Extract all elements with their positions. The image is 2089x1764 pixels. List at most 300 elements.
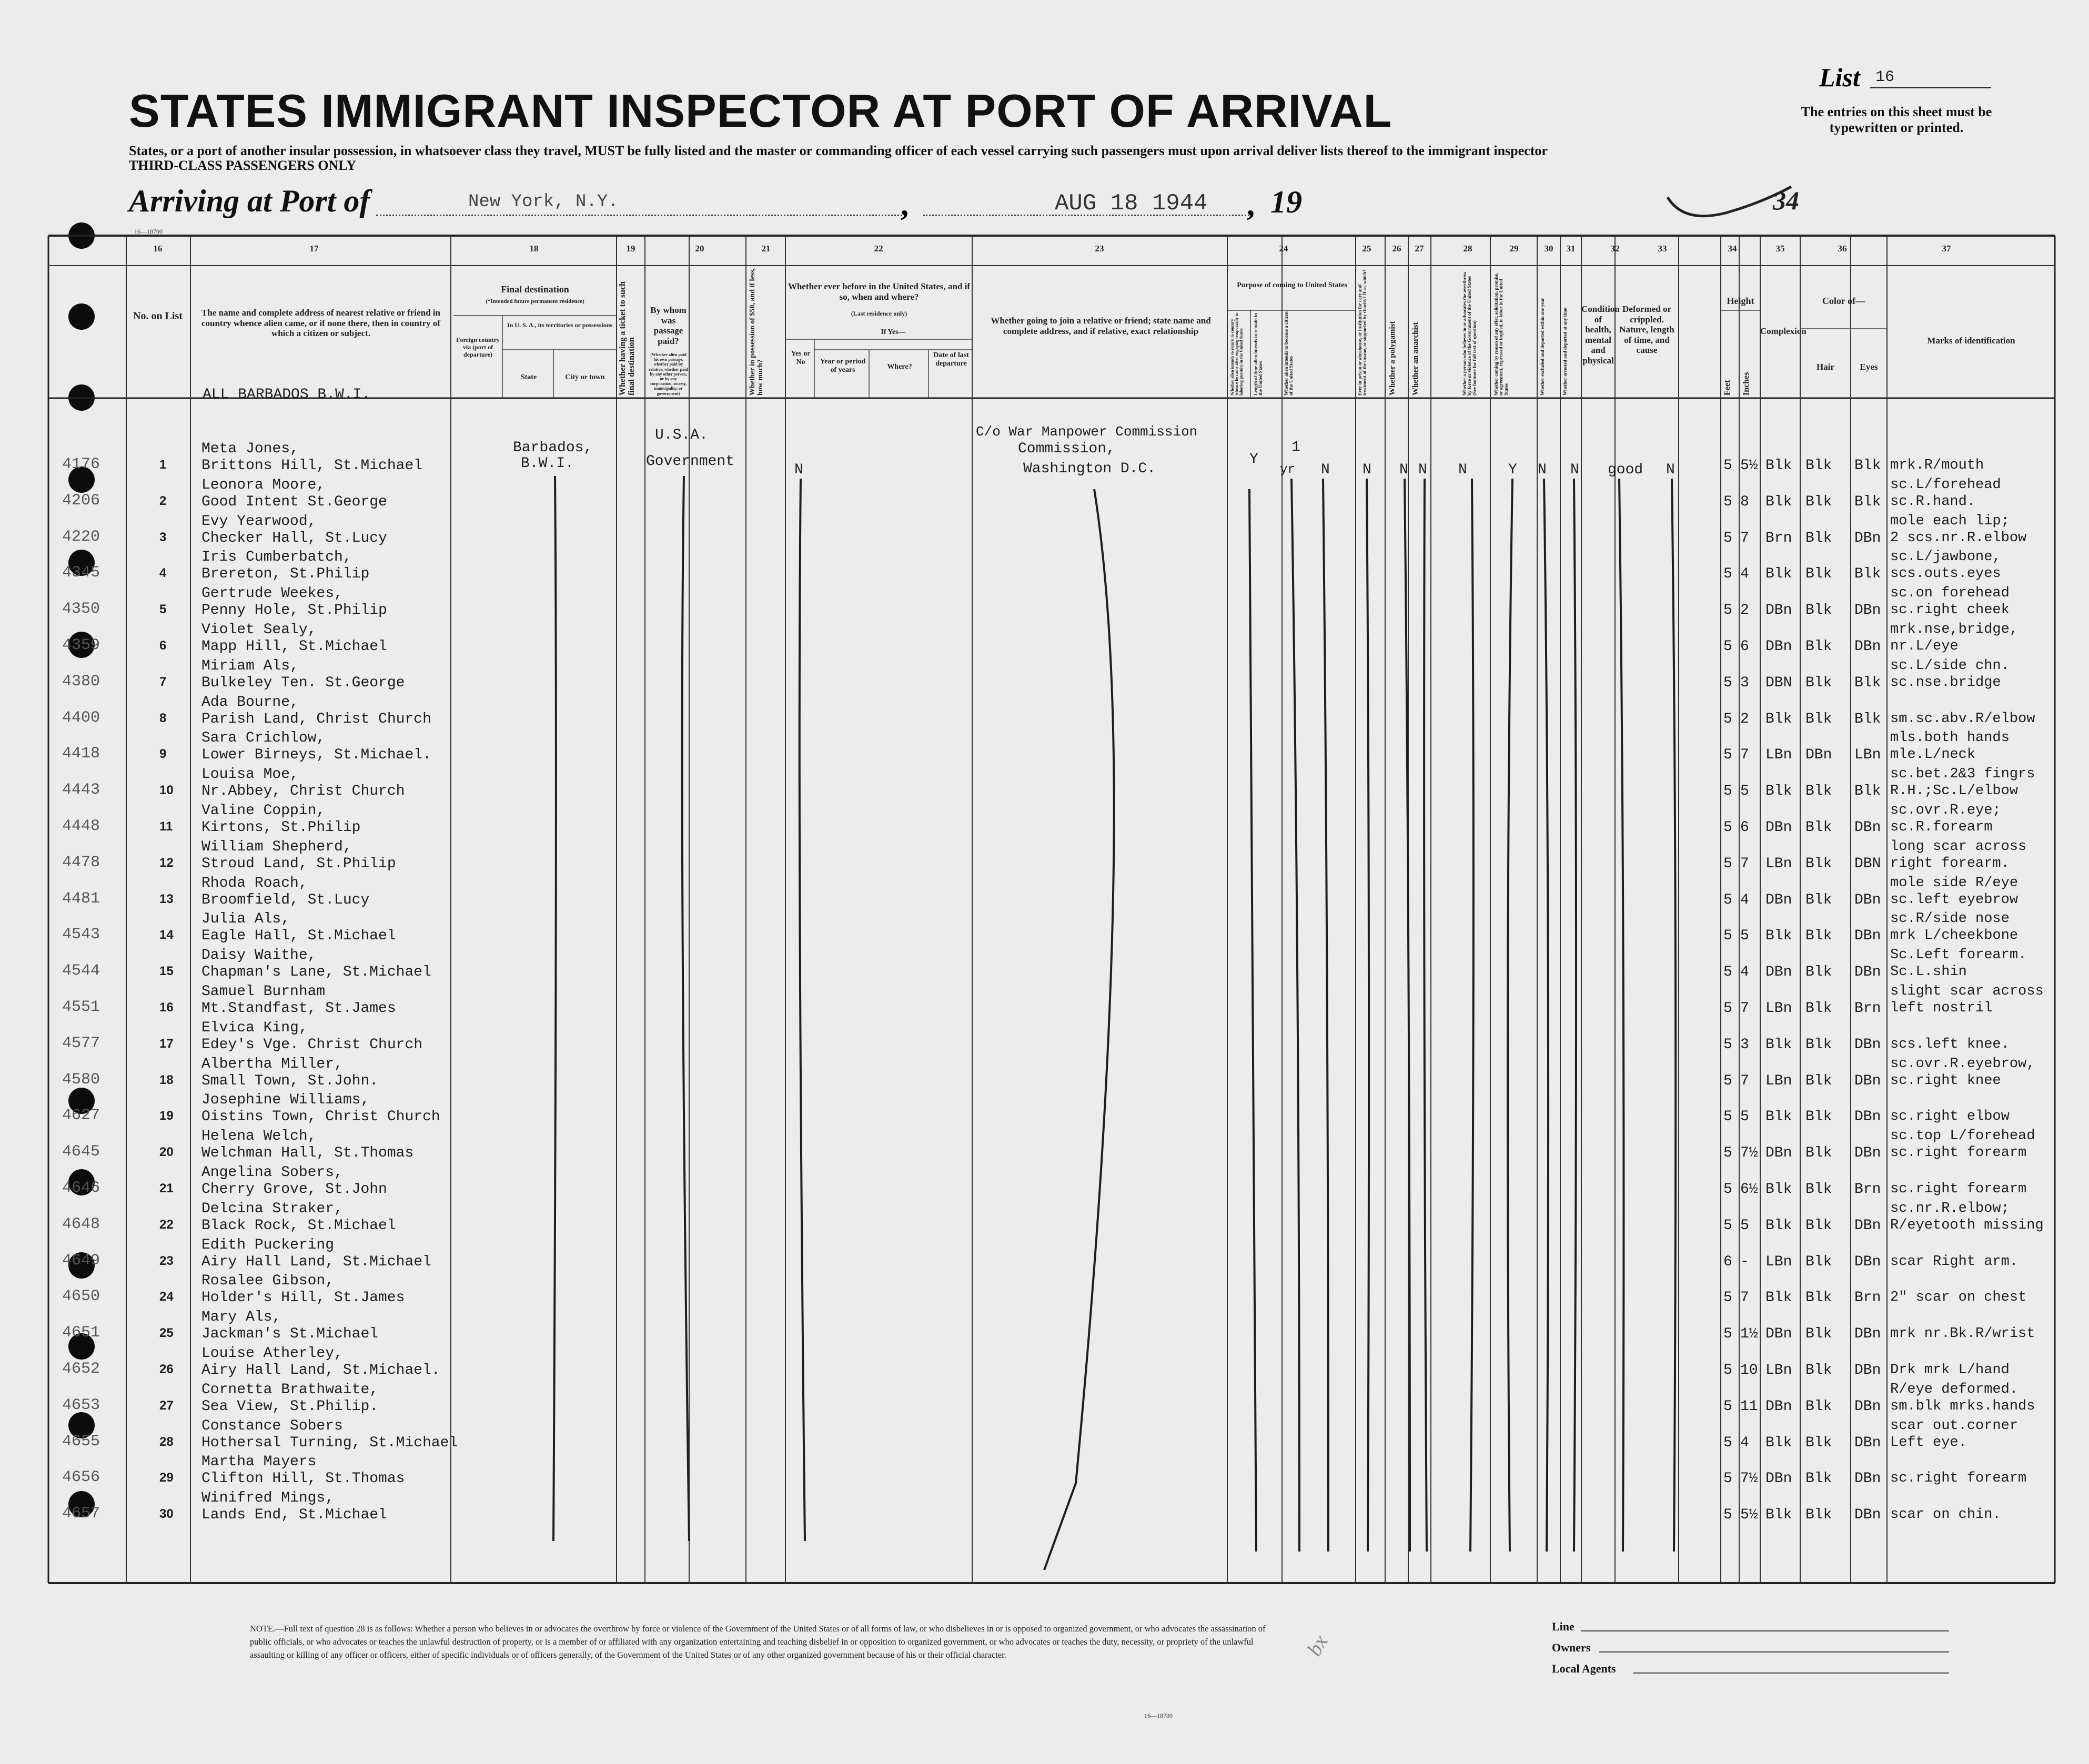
footer-line-label: Line — [1552, 1620, 1575, 1633]
relative-address: Chapman's Lane, St.Michael — [201, 964, 431, 981]
relative-name: Martha Mayers — [201, 1454, 317, 1471]
complexion-value: DBn — [1765, 964, 1792, 981]
complexion-value: DBn — [1765, 638, 1792, 655]
col-number-31: 31 — [1566, 244, 1576, 254]
side-number: 4481 — [62, 889, 100, 908]
row-number: 9 — [159, 747, 167, 762]
mark-line-2: Sc.L.shin — [1890, 964, 1967, 980]
side-number: 4418 — [62, 745, 100, 763]
row-number: 4 — [159, 566, 167, 581]
relative-name: Rhoda Roach, — [201, 875, 308, 891]
header-excluded: Whether excluded and deported within one year — [1540, 298, 1545, 396]
header-overthrow: Whether a person who believes in or advocates the overthrow by force or violence of the Government of the United States (See footnote for full text of question) — [1462, 271, 1477, 396]
header-inches: Inches — [1742, 372, 1751, 396]
eye-color: DBn — [1854, 1434, 1881, 1451]
row-number: 6 — [159, 638, 167, 653]
header-length-of-stay: Length of time alien intends to remain in the United States — [1253, 313, 1264, 396]
mark-line-1: sc.L/side chn. — [1890, 657, 2010, 674]
eye-color: Blk — [1854, 458, 1881, 474]
height-feet: 5 — [1723, 1398, 1732, 1415]
ditto-length — [1291, 479, 1299, 1552]
header-return-country: Whether alien intends to return to country whence he came after engaging temporarily in laboring pursuits in the United States — [1230, 312, 1244, 396]
height-feet: 5 — [1723, 747, 1732, 764]
relative-name: Samuel Burnham — [201, 984, 326, 1000]
form-number-bottom: 16—18700 — [1144, 1712, 1173, 1719]
row-number: 21 — [159, 1181, 174, 1195]
deformed-value: N — [1666, 462, 1675, 478]
paid-by-line-1: U.S.A. — [655, 427, 708, 443]
relative-name: Edith Puckering — [201, 1236, 335, 1253]
height-inches: 2 — [1740, 602, 1749, 619]
height-inches: 7 — [1740, 1000, 1749, 1017]
eye-color: LBn — [1854, 747, 1881, 764]
side-number: 4651 — [62, 1324, 100, 1342]
col-number-23: 23 — [1095, 244, 1104, 254]
header-feet: Feet — [1723, 380, 1732, 396]
height-feet: 5 — [1723, 1326, 1732, 1343]
height-feet: 5 — [1723, 1000, 1732, 1017]
notice-line-2: THIRD-CLASS PASSENGERS ONLY — [129, 158, 357, 173]
footnote: NOTE.—Full text of question 28 is as follows: Whether a person who believes in or advocates the overthrow by force or violence of the Government of the United States or of all forms of law, or who disbelieves in or is opposed to organized government, or who advocates the assassination of public officials, or who advocates or teaches the unlawful destruction of property, or is a member of or affiliated with any organization entertaining and teaching disbelief in or opposition to organized government, or who advocates or teaches the duty, necessity, or propriety of the unlawful assaulting or killing of any officer or officers, either of specific individuals or of officers generally, of the Government of the United States or of any other organized government because of his or their official character. — [250, 1624, 1266, 1660]
relative-name: Julia Als, — [201, 911, 290, 928]
hair-color: DBn — [1805, 747, 1832, 764]
height-inches: 6 — [1740, 819, 1749, 836]
mark-line-2: mle.L/neck — [1890, 747, 1976, 763]
handwritten-year: 34 — [1773, 186, 1799, 215]
ditto-paid-by — [682, 476, 689, 1541]
hair-color: Blk — [1805, 1109, 1832, 1126]
complexion-value: LBn — [1765, 1072, 1792, 1089]
mark-line-2: sc.right forearm — [1890, 1181, 2027, 1197]
mark-line-1: sc.ovr.R.eyebrow, — [1890, 1056, 2035, 1072]
mark-line-2: sc.R.hand. — [1890, 493, 1976, 510]
height-feet: 5 — [1723, 1217, 1732, 1234]
row-number: 16 — [159, 1000, 174, 1015]
footer-owners-field — [1599, 1651, 1949, 1653]
footer-line-field — [1581, 1630, 1949, 1631]
complexion-value: Blk — [1765, 783, 1792, 800]
header-by-whom: By whom was passage paid? — [650, 305, 687, 346]
hair-color: Blk — [1805, 1036, 1832, 1053]
complexion-value: Blk — [1765, 1507, 1792, 1524]
col-number-25: 25 — [1362, 244, 1371, 254]
eye-color: Blk — [1854, 783, 1881, 800]
relative-address: Sea View, St.Philip. — [201, 1398, 379, 1415]
port-name: New York, N.Y. — [468, 192, 619, 212]
height-feet: 5 — [1723, 1471, 1732, 1487]
year-prefix: 19 — [1270, 185, 1302, 219]
hair-color: Blk — [1805, 1181, 1832, 1198]
relative-address: Airy Hall Land, St.Michael. — [201, 1362, 440, 1378]
row-number: 19 — [159, 1109, 174, 1123]
height-inches: 7½ — [1740, 1145, 1758, 1162]
height-feet: 5 — [1723, 1181, 1732, 1198]
complexion-value: DBN — [1765, 674, 1792, 691]
eye-color: DBn — [1854, 530, 1881, 546]
eye-color: DBn — [1854, 1326, 1881, 1343]
side-number: 4657 — [62, 1505, 100, 1523]
header-ever-before: Whether ever before in the United States, and if so, when and where? — [788, 281, 971, 302]
overthrow-value: N — [1458, 462, 1467, 478]
height-inches: 3 — [1740, 674, 1749, 691]
relative-address: Bulkeley Ten. St.George — [201, 674, 405, 691]
height-feet: 5 — [1723, 458, 1732, 474]
ditto-labor-offer — [1508, 479, 1512, 1552]
join-relative-line-2: Commission, — [1018, 441, 1115, 457]
side-number: 4580 — [62, 1070, 100, 1089]
mark-line-1: R/eye deformed. — [1890, 1381, 2019, 1397]
eye-color: DBn — [1854, 891, 1881, 908]
height-feet: 5 — [1723, 783, 1732, 800]
form-title: STATES IMMIGRANT INSPECTOR AT PORT OF ARRIVAL — [129, 85, 1392, 137]
complexion-value: LBn — [1765, 1253, 1792, 1270]
row-number: 22 — [159, 1217, 174, 1232]
col-number-33: 33 — [1658, 244, 1667, 254]
ditto-citizen — [1323, 479, 1328, 1552]
header-prison: Ever in prison or almshouse, or institution for care and treatment of the insane, or supported by charity? If so, which? — [1357, 269, 1368, 396]
relative-name: Gertrude Weekes, — [201, 585, 343, 602]
side-number: 4656 — [62, 1468, 100, 1487]
relative-name: William Shepherd, — [201, 838, 352, 855]
relative-address: Edey's Vge. Christ Church — [201, 1036, 423, 1053]
hair-color: Blk — [1805, 891, 1832, 908]
eye-color: DBn — [1854, 964, 1881, 981]
ditto-deformed — [1672, 479, 1676, 1552]
height-feet: 5 — [1723, 1362, 1732, 1378]
height-inches: 11 — [1740, 1398, 1758, 1415]
complexion-value: LBn — [1765, 1362, 1792, 1378]
relative-address: Brereton, St.Philip — [201, 566, 370, 583]
complexion-value: DBn — [1765, 1145, 1792, 1162]
ever-before-value: N — [794, 462, 803, 478]
relative-name: Daisy Waithe, — [201, 947, 317, 964]
complexion-value: Blk — [1765, 1290, 1792, 1306]
height-inches: 7 — [1740, 747, 1749, 764]
row-number: 20 — [159, 1145, 174, 1160]
eye-color: DBn — [1854, 638, 1881, 655]
side-number: 4649 — [62, 1251, 100, 1270]
row-number: 27 — [159, 1398, 174, 1413]
complexion-value: DBn — [1765, 819, 1792, 836]
side-number: 4443 — [62, 781, 100, 799]
ditto-purpose — [1249, 489, 1256, 1552]
height-feet: 5 — [1723, 1036, 1732, 1053]
relative-name: Helena Welch, — [201, 1128, 317, 1145]
col-number-19: 19 — [626, 244, 635, 254]
height-feet: 5 — [1723, 855, 1732, 872]
relative-address: Checker Hall, St.Lucy — [201, 530, 387, 546]
ditto-ever-before — [800, 479, 805, 1541]
eye-color: DBn — [1854, 1145, 1881, 1162]
complexion-value: Blk — [1765, 928, 1792, 945]
mark-line-2: 2" scar on chest — [1890, 1290, 2027, 1306]
header-foreign-country: Foreign country via (port of departure) — [456, 336, 500, 358]
eye-color: Blk — [1854, 674, 1881, 691]
col-number-36: 36 — [1838, 244, 1847, 254]
hair-color: Blk — [1805, 566, 1832, 583]
hair-color: Blk — [1805, 1145, 1832, 1162]
hair-color: Blk — [1805, 1253, 1832, 1270]
join-relative-line-3: Washington D.C. — [1023, 461, 1156, 477]
height-inches: 4 — [1740, 964, 1749, 981]
relative-address: Parish Land, Christ Church — [201, 711, 431, 727]
ditto-polygamist — [1405, 479, 1410, 1552]
relative-name: Louisa Moe, — [201, 766, 299, 783]
height-inches: 4 — [1740, 1434, 1749, 1451]
side-number: 4220 — [62, 528, 100, 546]
excluded-value: N — [1538, 462, 1547, 478]
mark-line-1: sc.ovr.R.eye; — [1890, 803, 2001, 818]
side-number: 4646 — [62, 1179, 100, 1197]
row-number: 15 — [159, 964, 174, 979]
eye-color: Brn — [1854, 1000, 1881, 1017]
height-inches: 7 — [1740, 1290, 1749, 1306]
hair-color: Blk — [1805, 458, 1832, 474]
header-if-yes: If Yes— — [881, 328, 906, 336]
height-inches: 5 — [1740, 928, 1749, 945]
col-number-29: 29 — [1509, 244, 1519, 254]
mark-line-2: mrk.R/mouth — [1890, 458, 1984, 473]
height-inches: - — [1740, 1253, 1749, 1270]
mark-line-2: sc.left eyebrow — [1890, 891, 2019, 908]
header-where: Where? — [887, 363, 912, 371]
comma-2: , — [1247, 187, 1255, 222]
row-number: 3 — [159, 530, 167, 544]
height-feet: 5 — [1723, 1109, 1732, 1126]
col-number-34: 34 — [1728, 244, 1737, 254]
relative-name: Leonora Moore, — [201, 477, 326, 493]
col-number-20: 20 — [695, 244, 704, 254]
mark-line-2: R/eyetooth missing — [1890, 1217, 2044, 1233]
col-number-16: 16 — [153, 244, 163, 254]
polygamist-value: N — [1399, 462, 1408, 478]
height-feet: 5 — [1723, 493, 1732, 510]
hair-color: Blk — [1805, 711, 1832, 727]
mark-line-2: sc.R.forearm — [1890, 819, 1993, 835]
row-number: 14 — [159, 928, 174, 942]
row-number: 29 — [159, 1471, 174, 1485]
side-number: 4653 — [62, 1396, 100, 1414]
hair-color: Blk — [1805, 964, 1832, 981]
height-inches: 7 — [1740, 1072, 1749, 1089]
header-final-destination: Final destination — [501, 284, 569, 295]
relative-address: Welchman Hall, St.Thomas — [201, 1145, 414, 1162]
col-number-28: 28 — [1463, 244, 1472, 254]
labor-offer-value: Y — [1508, 462, 1517, 478]
mark-line-2: scs.left knee. — [1890, 1036, 2010, 1052]
complexion-value: DBn — [1765, 1326, 1792, 1343]
eye-color: DBn — [1854, 928, 1881, 945]
ditto-deported — [1574, 479, 1576, 1552]
header-complexion: Complexion — [1760, 326, 1807, 336]
col-number-18: 18 — [529, 244, 539, 254]
row-number: 24 — [159, 1290, 174, 1304]
ditto-excluded — [1544, 479, 1548, 1552]
mark-line-2: sc.right forearm — [1890, 1145, 2027, 1161]
prison-value: N — [1363, 462, 1371, 478]
mark-line-1: long scar across — [1890, 838, 2027, 855]
relative-address: Eagle Hall, St.Michael — [201, 928, 396, 945]
height-feet: 5 — [1723, 530, 1732, 546]
footer-agents-label: Local Agents — [1552, 1662, 1616, 1675]
relative-address: Good Intent St.George — [201, 493, 387, 510]
eye-color: Brn — [1854, 1290, 1881, 1306]
complexion-value: DBn — [1765, 1398, 1792, 1415]
height-feet: 5 — [1723, 819, 1732, 836]
row-number: 1 — [159, 458, 167, 472]
hair-color: Blk — [1805, 1507, 1832, 1524]
hair-color: Blk — [1805, 1290, 1832, 1306]
height-feet: 5 — [1723, 674, 1732, 691]
header-eyes: Eyes — [1860, 362, 1878, 372]
footer-owners-label: Owners — [1552, 1641, 1591, 1654]
row-number: 26 — [159, 1362, 174, 1376]
mark-line-2: sc.right forearm — [1890, 1471, 2027, 1487]
height-feet: 5 — [1723, 711, 1732, 727]
height-inches: 5 — [1740, 1109, 1749, 1126]
height-feet: 5 — [1723, 1290, 1732, 1306]
side-number: 4551 — [62, 998, 100, 1016]
mark-line-1: sc.R/side nose — [1890, 911, 2010, 927]
length-value-1: 1 — [1291, 439, 1300, 455]
hair-color: Blk — [1805, 530, 1832, 546]
mark-line-2: mrk L/cheekbone — [1890, 928, 2019, 944]
height-inches: 6 — [1740, 638, 1749, 655]
row-number: 28 — [159, 1434, 174, 1449]
eye-color: DBn — [1854, 1217, 1881, 1234]
relative-address: Stroud Land, St.Philip — [201, 855, 396, 872]
mark-line-2: sc.nse.bridge — [1890, 674, 2001, 691]
side-number: 4645 — [62, 1143, 100, 1161]
side-number: 4206 — [62, 491, 100, 510]
destination-state: Barbados, — [513, 440, 593, 456]
citizen-value: N — [1321, 462, 1330, 478]
mark-line-2: sm.blk mrks.hands — [1890, 1398, 2035, 1414]
row-number: 23 — [159, 1253, 174, 1268]
hair-color: Blk — [1805, 493, 1832, 510]
header-no-on-list: No. on List — [133, 310, 183, 322]
height-feet: 5 — [1723, 566, 1732, 583]
footer-agents-field — [1633, 1672, 1949, 1674]
complexion-value: Blk — [1765, 458, 1792, 474]
mark-line-2: sc.right knee — [1890, 1072, 2001, 1089]
ditto-prison — [1367, 479, 1369, 1552]
eye-color: DBn — [1854, 1471, 1881, 1487]
height-inches: 4 — [1740, 566, 1749, 583]
side-number: 4627 — [62, 1107, 100, 1125]
height-feet: 5 — [1723, 1072, 1732, 1089]
relative-name: Rosalee Gibson, — [201, 1273, 335, 1290]
header-possession: Whether in possession of $50, and if less, how much? — [749, 268, 764, 396]
complexion-value: LBn — [1765, 747, 1792, 764]
height-inches: 5 — [1740, 1217, 1749, 1234]
arriving-label: Arriving at Port of — [129, 184, 370, 218]
side-number: 4448 — [62, 817, 100, 835]
height-feet: 5 — [1723, 928, 1732, 945]
relative-name: Meta Jones, — [201, 441, 299, 457]
complexion-value: Blk — [1765, 1181, 1792, 1198]
row-number: 10 — [159, 783, 174, 798]
hair-color: Blk — [1805, 1217, 1832, 1234]
hair-color: Blk — [1805, 1362, 1832, 1378]
eye-color: Blk — [1854, 711, 1881, 727]
complexion-value: Blk — [1765, 1036, 1792, 1053]
complexion-value: DBn — [1765, 602, 1792, 619]
relative-name: Delcina Straker, — [201, 1200, 343, 1217]
mark-line-1: sc.L/forehead — [1890, 477, 2001, 493]
height-inches: 10 — [1740, 1362, 1758, 1378]
relative-address: Hothersal Turning, St.Michael — [201, 1434, 458, 1451]
relative-address: Airy Hall Land, St.Michael — [201, 1253, 431, 1270]
col-number-30: 30 — [1544, 244, 1553, 254]
relative-name: Miriam Als, — [201, 657, 299, 674]
relative-address: Oistins Town, Christ Church — [201, 1109, 440, 1126]
side-number: 4176 — [62, 455, 100, 473]
eye-color: DBn — [1854, 602, 1881, 619]
complexion-value: LBn — [1765, 855, 1792, 872]
mark-line-1: Sc.Left forearm. — [1890, 947, 2027, 964]
col-number-32: 32 — [1610, 244, 1620, 254]
header-intends-citizen: Whether alien intends to become a citizen of the United States — [1284, 311, 1294, 396]
health-value: good — [1608, 462, 1643, 478]
side-number: 4543 — [62, 926, 100, 944]
relative-name: Elvica King, — [201, 1019, 308, 1036]
header-by-whom-note: (Whether alien paid his own passage, whether paid by relative, whether paid by any other person, or by any corporation, society, municipality, or government) — [649, 352, 688, 396]
side-number: 4652 — [62, 1360, 100, 1378]
header-state: State — [520, 373, 537, 381]
join-relative-line-1: C/o War Manpower Commission — [976, 424, 1198, 440]
height-feet: 5 — [1723, 1434, 1732, 1451]
pencil-note: bx — [1301, 1630, 1333, 1660]
complexion-value: DBn — [1765, 1471, 1792, 1487]
header-city: City or town — [565, 373, 605, 381]
height-inches: 4 — [1740, 891, 1749, 908]
row-number: 7 — [159, 674, 167, 689]
complexion-value: LBn — [1765, 1000, 1792, 1017]
col-number-27: 27 — [1415, 244, 1424, 254]
row-number: 18 — [159, 1072, 174, 1087]
height-feet: 6 — [1723, 1253, 1732, 1270]
height-inches: 5 — [1740, 783, 1749, 800]
mark-line-2: scar Right arm. — [1890, 1253, 2019, 1270]
paid-by-line-2: Government — [646, 453, 735, 470]
header-year-period: Year or period of years — [820, 358, 866, 374]
side-number: 4650 — [62, 1287, 100, 1306]
row-number: 13 — [159, 891, 174, 906]
mark-line-1: sc.top L/forehead — [1890, 1128, 2035, 1144]
hair-color: Blk — [1805, 1471, 1832, 1487]
list-number: 16 — [1875, 68, 1895, 86]
height-feet: 5 — [1723, 602, 1732, 619]
mark-line-1: sc.on forehead — [1890, 585, 2010, 602]
hair-color: Blk — [1805, 1000, 1832, 1017]
list-label: List — [1819, 63, 1860, 92]
ditto-anarchist — [1424, 479, 1427, 1552]
eye-color: DBn — [1854, 819, 1881, 836]
eye-color: DBn — [1854, 1362, 1881, 1378]
row-number: 30 — [159, 1507, 174, 1522]
relative-name: Mary Als, — [201, 1309, 281, 1326]
row-number: 8 — [159, 711, 167, 725]
mark-line-1: sc.bet.2&3 fingrs — [1890, 766, 2035, 783]
complexion-value: Brn — [1765, 530, 1792, 546]
relative-address: Nr.Abbey, Christ Church — [201, 783, 405, 800]
ditto-health — [1619, 479, 1623, 1552]
header-anarchist: Whether an anarchist — [1411, 322, 1420, 396]
header-in-usa: In U. S. A., its territories or possessions — [507, 321, 613, 329]
hair-color: Blk — [1805, 855, 1832, 872]
relative-name: Violet Sealy, — [201, 622, 317, 638]
